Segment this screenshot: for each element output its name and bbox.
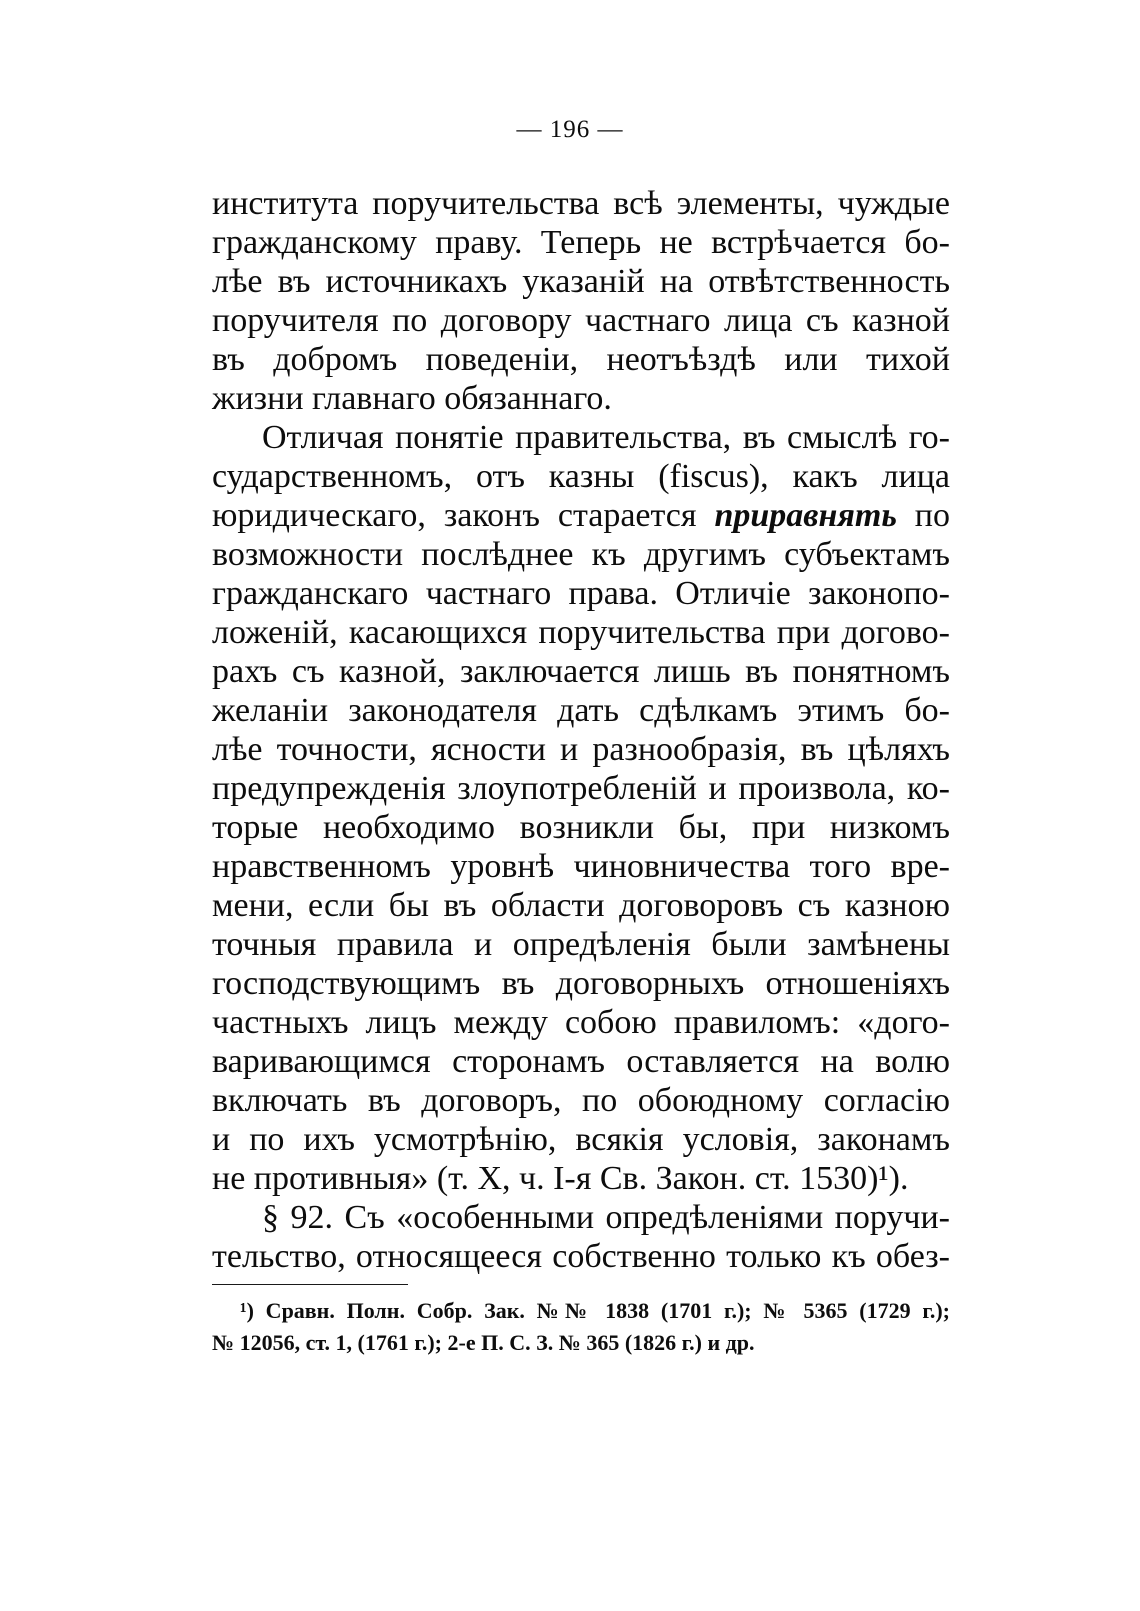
text-line: и по ихъ усмотрѣнію, всякія условія, законамъ [212, 1121, 950, 1158]
text-segment: по [896, 497, 950, 534]
text-line: тельство, относящееся собственно только къ обез- [212, 1238, 950, 1275]
text-line: поручителя по договору частнаго лица съ казной [212, 302, 950, 339]
text-line: нравственномъ уровнѣ чиновничества того вре- [212, 848, 950, 885]
text-line: гражданскому праву. Теперь не встрѣчается бо- [212, 224, 950, 261]
text-line: гражданскаго частнаго права. Отличіе законопо- [212, 575, 950, 612]
text-line: института поручительства всѣ элементы, чуждые [212, 185, 950, 222]
text-line: ложеній, касающихся поручительства при догово- [212, 614, 950, 651]
text-line: торые необходимо возникли бы, при низкомъ [212, 809, 950, 846]
text-line: точныя правила и опредѣленія были замѣнены [212, 926, 950, 963]
text-line: лѣе въ источникахъ указаній на отвѣтственность [212, 263, 950, 300]
text-line: включать въ договоръ, по обоюдному согласію [212, 1082, 950, 1119]
text-line: желаніи законодателя дать сдѣлкамъ этимъ бо- [212, 692, 950, 729]
footnote-line: № 12056, ст. 1, (1761 г.); 2-е П. С. З. № 365 (1826 г.) и др. [212, 1330, 755, 1355]
text-line: Отличая понятіе правительства, въ смыслѣ го- [262, 419, 950, 456]
text-line: сударственномъ, отъ казны (fiscus), какъ лица [212, 458, 950, 495]
emphasized-word: приравнять [714, 497, 897, 534]
text-line: жизни главнаго обязаннаго. [212, 380, 612, 417]
section-heading-line: § 92. Съ «особенными опредѣленіями поручи- [262, 1199, 950, 1236]
text-line: въ добромъ поведеніи, неотъѣздѣ или тихой [212, 341, 950, 378]
text-segment: юридическаго, законъ старается [212, 497, 715, 534]
text-line: господствующимъ въ договорныхъ отношеніяхъ [212, 965, 950, 1002]
text-line: предупрежденія злоупотребленій и произвола, ко- [212, 770, 950, 807]
text-line: не противныя» (т. X, ч. I-я Св. Закон. ст. 1530)¹). [212, 1160, 909, 1197]
text-line: варивающимся сторонамъ оставляется на волю [212, 1043, 950, 1080]
text-line: рахъ съ казной, заключается лишь въ понятномъ [212, 653, 950, 690]
page-number: — 196 — [516, 116, 624, 143]
text-line [212, 494, 950, 538]
text-line: частныхъ лицъ между собою правиломъ: «дого- [212, 1004, 950, 1041]
footnote-separator [212, 1284, 408, 1285]
text-line: мени, если бы въ области договоровъ съ казною [212, 887, 950, 924]
text-line: возможности послѣднее къ другимъ субъектамъ [212, 536, 950, 573]
text-line: лѣе точности, ясности и разнообразія, въ цѣляхъ [212, 731, 950, 768]
footnote-line: ¹) Сравн. Полн. Собр. Зак. №№ 1838 (1701 г.); № 5365 (1729 г.); [240, 1298, 950, 1323]
